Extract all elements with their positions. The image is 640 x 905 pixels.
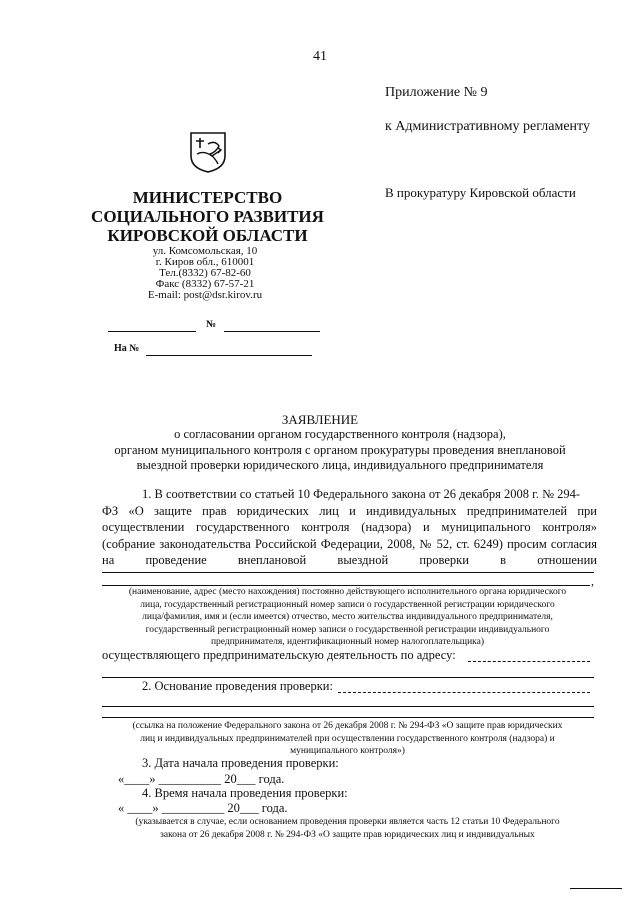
coat-of-arms-icon [188, 130, 228, 174]
appendix-title: Приложение № 9 [385, 85, 488, 100]
subtitle-line: о согласовании органом государственного контроля (надзора), [174, 427, 506, 441]
reg-date-line [108, 331, 196, 332]
item1-note [100, 586, 595, 649]
item1-line: (собрание законодательства Российской Федерации, 2008, № 52, ст. 6249) просим согласия [102, 536, 597, 551]
item2-basis-field[interactable] [338, 692, 590, 693]
footnote-line: (указывается в случае, если основанием проведения проверки является часть 12 статьи 10 Федерального [135, 817, 560, 827]
recipient: В прокуратуру Кировской области [385, 185, 576, 200]
page-footer-line [570, 888, 622, 889]
sender-name-line: КИРОВСКОЙ ОБЛАСТИ [107, 226, 308, 245]
address-line: г. Киров обл., 610001 [155, 256, 255, 268]
reg-number-line [224, 331, 320, 332]
subtitle-line: органом муниципального контроля с органом прокуратуры проведения внеплановой [114, 442, 566, 457]
statement-subtitle [90, 427, 590, 474]
sender-name-line: СОЦИАЛЬНОГО РАЗВИТИЯ [91, 207, 324, 226]
reg-number-label: № [206, 319, 217, 330]
business-address-label: осуществляющего предпринимательскую деятельность по адресу: [102, 648, 456, 662]
subject-line-1 [102, 572, 594, 573]
item2-line-2 [102, 706, 594, 707]
item4-time-field[interactable]: « ____» __________ 20___ года. [118, 801, 288, 815]
note-line: лица, государственный регистрационный номер записи о государственной регистрации юридического [140, 599, 555, 610]
reply-number-line [146, 355, 312, 356]
item1-line: на проведение внеплановой выездной проверки в отношении [102, 553, 597, 567]
item1-line: ФЗ «О защите прав юридических лиц и индивидуальных предпринимателей при [102, 503, 597, 518]
comma: , [591, 574, 594, 588]
note-line: муниципального контроля») [290, 746, 405, 756]
item4-label: 4. Время начала проведения проверки: [142, 786, 348, 800]
item3-date-field[interactable]: «____» __________ 20___ года. [118, 772, 285, 786]
sender-name [90, 188, 325, 245]
appendix-subtitle: к Административному регламенту [385, 119, 590, 134]
footnote [100, 816, 595, 841]
statement-title: ЗАЯВЛЕНИЕ [281, 412, 359, 427]
subtitle-line: выездной проверки юридического лица, индивидуального предпринимателя [136, 458, 544, 472]
footnote-line: закона от 26 декабря 2008 г. № 294-ФЗ «О защите прав юридических лиц и индивидуальных [160, 829, 535, 840]
note-line: лица/фамилия, имя и (если имеется) отчество, место жительства индивидуального предпринимателя, [142, 612, 553, 622]
note-line: (ссылка на положение Федерального закона от 26 декабря 2008 г. № 294-ФЗ «О защите прав юридических [132, 721, 563, 731]
sender-name-line: МИНИСТЕРСТВО [132, 188, 283, 207]
reply-number-label: На № [114, 343, 140, 354]
note-line: лиц и индивидуальных предпринимателей при осуществлении государственного контроля (надзора) и [140, 733, 555, 744]
business-address-field[interactable] [468, 661, 590, 662]
note-line: (наименование, адрес (место нахождения) постоянно действующего исполнительного органа юридического [128, 587, 567, 597]
note-line: государственный регистрационный номер записи о государственной регистрации индивидуального [145, 624, 550, 635]
address-line: ул. Комсомольская, 10 [152, 245, 258, 257]
item1-line: 1. В соответствии со статьей 10 Федерального закона от 26 декабря 2008 г. № 294- [142, 487, 581, 501]
note-line: предпринимателя, идентификационный номер налогоплательщика) [210, 637, 485, 647]
address-line-2 [102, 677, 594, 678]
sender-address [120, 246, 290, 301]
item1-line: осуществлении государственного контроля (надзора) и муниципального контроля» [102, 520, 597, 534]
address-line: Факс (8332) 67-57-21 [155, 278, 255, 290]
item1-paragraph [102, 486, 597, 569]
page-number: 41 [313, 49, 327, 64]
item3-label: 3. Дата начала проведения проверки: [142, 756, 339, 770]
address-line: E-mail: post@dsr.kirov.ru [147, 289, 263, 301]
address-line: Тел.(8332) 67-82-60 [159, 267, 251, 279]
item2-note [100, 720, 595, 758]
item2-label: 2. Основание проведения проверки: [142, 679, 333, 693]
item2-line-3 [102, 717, 594, 718]
